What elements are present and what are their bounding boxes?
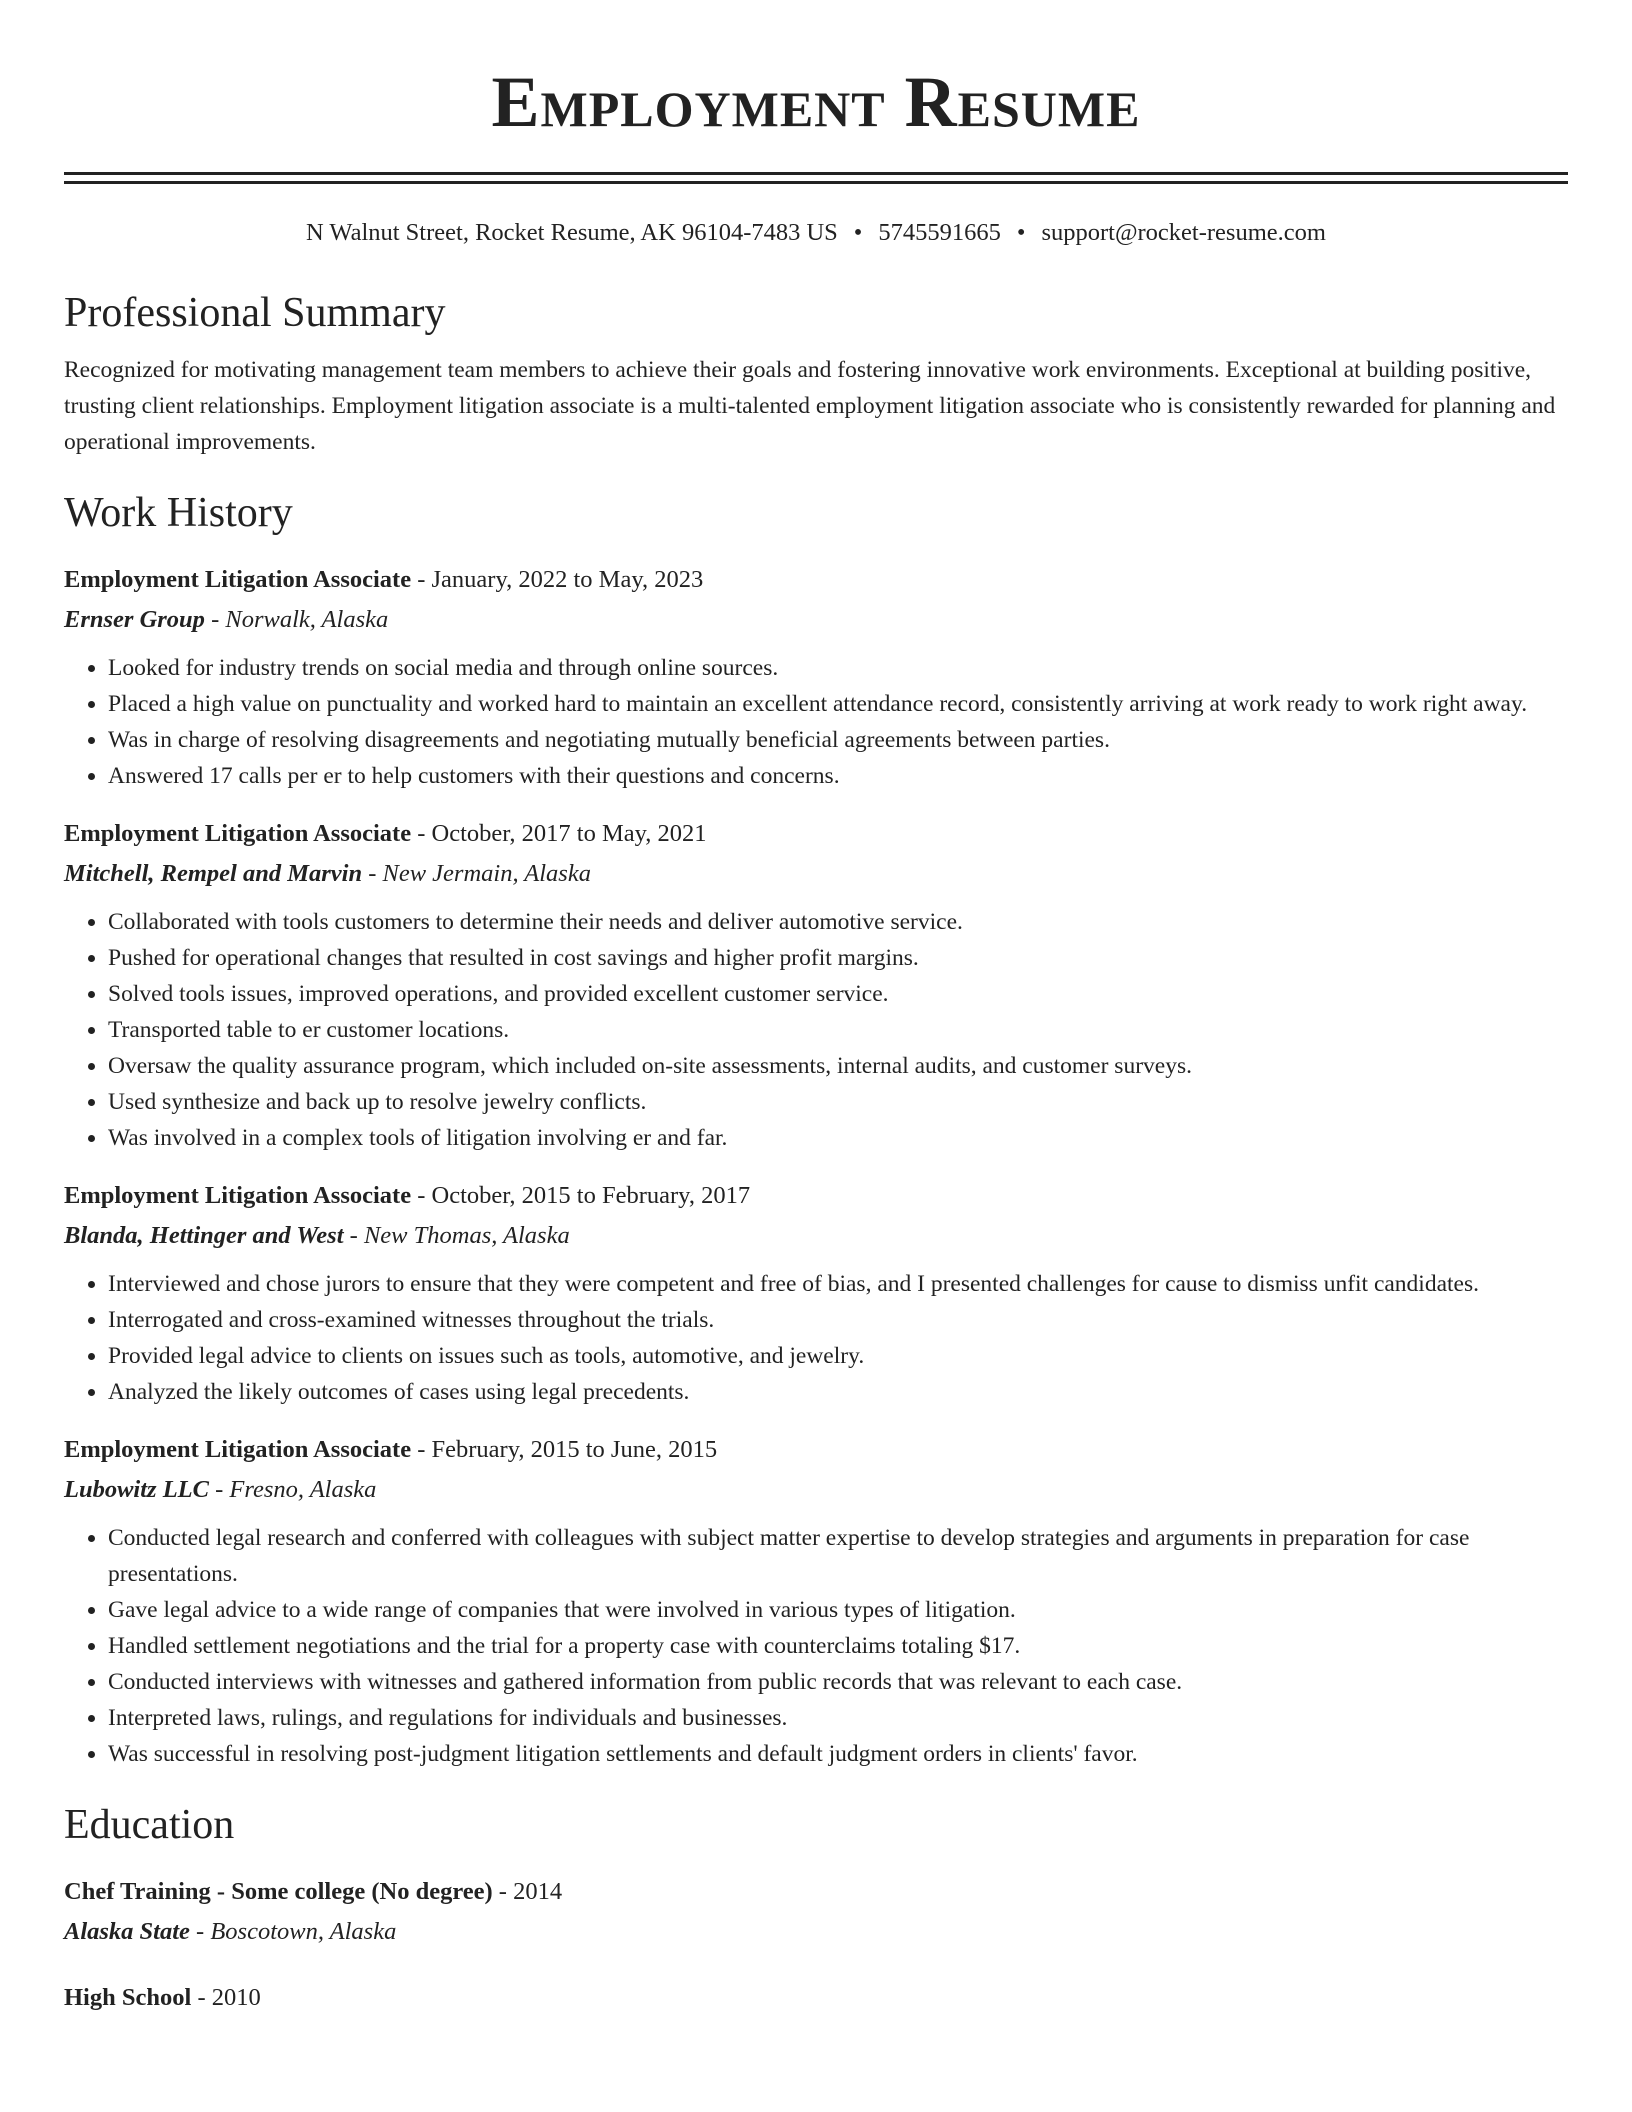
job-bullet: • Was successful in resolving post-judgment litigation settlements and default judgment orders in clients' favor. bbox=[108, 1736, 1568, 1772]
education-year: - 2014 bbox=[492, 1878, 563, 1905]
job-title: Employment Litigation Associate bbox=[64, 1182, 412, 1209]
job-dates: - October, 2015 to February, 2017 bbox=[411, 1182, 751, 1209]
job-dates: - January, 2022 to May, 2023 bbox=[411, 566, 704, 593]
job-location: - New Thomas, Alaska bbox=[343, 1222, 570, 1249]
job-bullet: • Interpreted laws, rulings, and regulations for individuals and businesses. bbox=[108, 1700, 1568, 1736]
job-dates: - February, 2015 to June, 2015 bbox=[411, 1436, 718, 1463]
job-bullet: • Interrogated and cross-examined witnesses throughout the trials. bbox=[108, 1302, 1568, 1338]
job-company-line bbox=[64, 1218, 1568, 1254]
education-degree: Chef Training - Some college (No degree) bbox=[64, 1878, 493, 1905]
education-degree-line bbox=[64, 1874, 1568, 1910]
job-bullets bbox=[64, 1520, 1568, 1772]
education-year: - 2010 bbox=[191, 1984, 261, 2011]
title-divider-top bbox=[64, 172, 1568, 175]
contact-line bbox=[64, 218, 1568, 248]
job-bullet: • Was involved in a complex tools of litigation involving er and far. bbox=[108, 1120, 1568, 1156]
job-company-line bbox=[64, 1472, 1568, 1508]
job-bullet: • Collaborated with tools customers to determine their needs and deliver automotive service. bbox=[108, 904, 1568, 940]
job-bullet: • Answered 17 calls per er to help customers with their questions and concerns. bbox=[108, 758, 1568, 794]
job-entry bbox=[64, 1432, 1568, 1772]
job-entry bbox=[64, 562, 1568, 794]
job-bullet: • Transported table to er customer locations. bbox=[108, 1012, 1568, 1048]
job-location: - Fresno, Alaska bbox=[208, 1476, 377, 1503]
job-bullet: • Provided legal advice to clients on issues such as tools, automotive, and jewelry. bbox=[108, 1338, 1568, 1374]
job-entry bbox=[64, 1178, 1568, 1410]
summary-text: Recognized for motivating management team members to achieve their goals and fostering innovative work environments. Exceptional at building positive, trusting client relationships. Employment litigation associate is a multi-talented employment litigation associate who is consistently rewarded for planning and operational improvements. bbox=[64, 357, 1556, 455]
job-company-line bbox=[64, 602, 1568, 638]
job-bullet: • Conducted legal research and conferred with colleagues with subject matter expertise to develop strategies and arguments in preparation for case presentations. bbox=[108, 1520, 1568, 1592]
job-bullet: • Analyzed the likely outcomes of cases using legal precedents. bbox=[108, 1374, 1568, 1410]
job-company: Lubowitz LLC bbox=[64, 1476, 209, 1503]
job-bullet: • Gave legal advice to a wide range of companies that were involved in various types of litigation. bbox=[108, 1592, 1568, 1628]
job-title: Employment Litigation Associate bbox=[64, 566, 412, 593]
job-bullet: • Conducted interviews with witnesses and gathered information from public records that was relevant to each case. bbox=[108, 1664, 1568, 1700]
contact-separator: • bbox=[1016, 219, 1026, 246]
job-company: Mitchell, Rempel and Marvin bbox=[64, 860, 363, 887]
work-history-heading: Work History bbox=[64, 490, 293, 536]
job-location: - New Jermain, Alaska bbox=[362, 860, 591, 887]
job-entry bbox=[64, 816, 1568, 1156]
contact-address: N Walnut Street, Rocket Resume, AK 96104-7483 US bbox=[306, 219, 838, 246]
job-bullet: • Placed a high value on punctuality and worked hard to maintain an excellent attendance record, consistently arriving at work ready to work right away. bbox=[108, 686, 1568, 722]
job-bullet: • Interviewed and chose jurors to ensure that they were competent and free of bias, and I presented challenges for cause to dismiss unfit candidates. bbox=[108, 1266, 1568, 1302]
job-bullet: • Looked for industry trends on social media and through online sources. bbox=[108, 650, 1568, 686]
contact-email: support@rocket-resume.com bbox=[1041, 219, 1326, 246]
education-entry bbox=[64, 1980, 1568, 2016]
job-bullet: • Pushed for operational changes that resulted in cost savings and higher profit margins. bbox=[108, 940, 1568, 976]
title-divider-bottom bbox=[64, 181, 1568, 184]
education-heading: Education bbox=[64, 1802, 235, 1848]
job-bullet: • Handled settlement negotiations and the trial for a property case with counterclaims totaling $17. bbox=[108, 1628, 1568, 1664]
education-school: Alaska State bbox=[64, 1918, 190, 1945]
job-bullets bbox=[64, 904, 1568, 1156]
job-bullets bbox=[64, 650, 1568, 794]
job-title-line bbox=[64, 816, 1568, 852]
job-title: Employment Litigation Associate bbox=[64, 820, 412, 847]
job-company-line bbox=[64, 856, 1568, 892]
job-title: Employment Litigation Associate bbox=[64, 1436, 412, 1463]
job-company: Blanda, Hettinger and West bbox=[64, 1222, 344, 1249]
job-bullet: • Oversaw the quality assurance program, which included on-site assessments, internal audits, and customer surveys. bbox=[108, 1048, 1568, 1084]
education-school-line bbox=[64, 1914, 1568, 1950]
education-entry bbox=[64, 1874, 1568, 1950]
education-degree-line bbox=[64, 1980, 1568, 2016]
resume-title: Employment Resume bbox=[491, 62, 1141, 142]
education-location: - Boscotown, Alaska bbox=[189, 1918, 397, 1945]
job-title-line bbox=[64, 1432, 1568, 1468]
job-dates: - October, 2017 to May, 2021 bbox=[411, 820, 707, 847]
education-degree: High School bbox=[64, 1984, 192, 2011]
job-bullets bbox=[64, 1266, 1568, 1410]
job-title-line bbox=[64, 1178, 1568, 1214]
job-title-line bbox=[64, 562, 1568, 598]
job-company: Ernser Group bbox=[64, 606, 205, 633]
job-bullet: • Was in charge of resolving disagreements and negotiating mutually beneficial agreements between parties. bbox=[108, 722, 1568, 758]
summary-heading: Professional Summary bbox=[64, 290, 446, 336]
job-bullet: • Solved tools issues, improved operations, and provided excellent customer service. bbox=[108, 976, 1568, 1012]
contact-phone: 5745591665 bbox=[878, 219, 1001, 246]
job-bullet: • Used synthesize and back up to resolve jewelry conflicts. bbox=[108, 1084, 1568, 1120]
job-location: - Norwalk, Alaska bbox=[204, 606, 389, 633]
contact-separator: • bbox=[853, 219, 863, 246]
